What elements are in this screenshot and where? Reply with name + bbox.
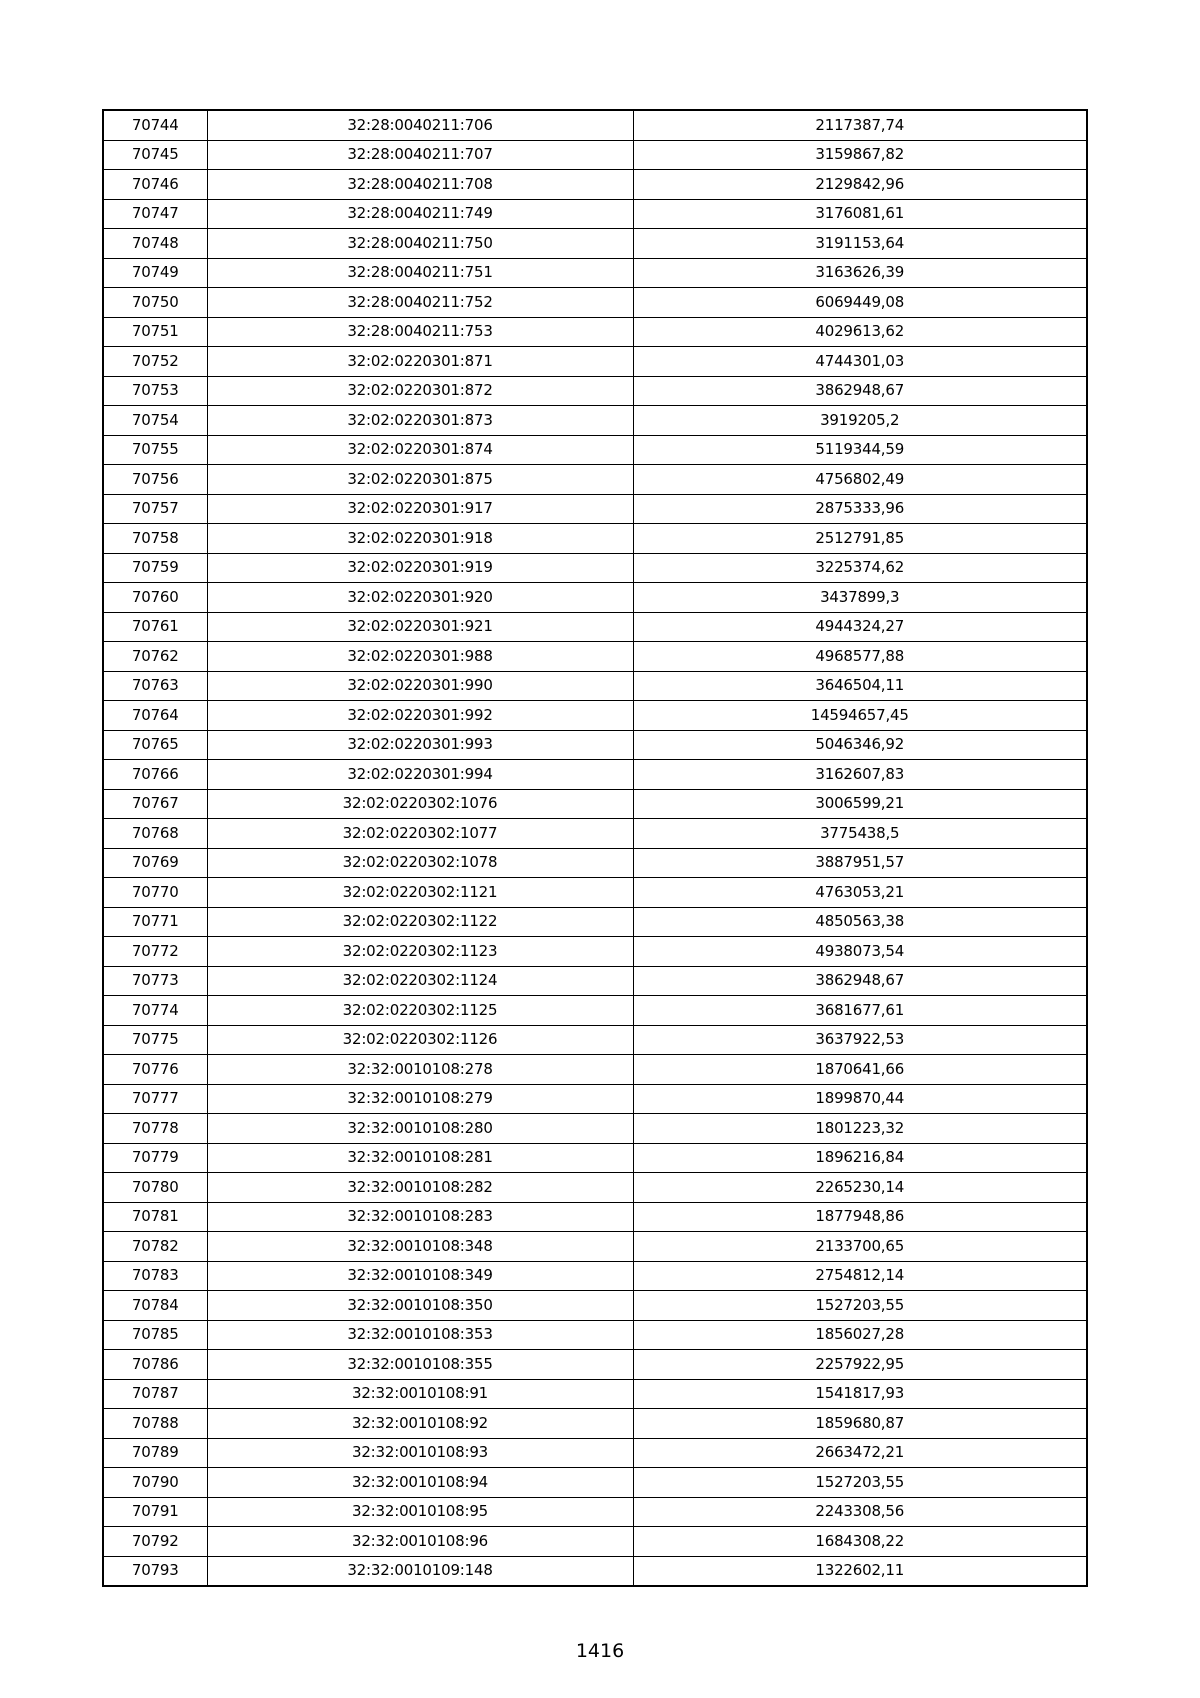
cadastral-value-cell: 1859680,87 <box>633 1409 1087 1439</box>
table-row <box>103 878 1087 908</box>
row-number-cell: 70781 <box>103 1202 207 1232</box>
row-number-cell: 70772 <box>103 937 207 967</box>
row-number-cell: 70768 <box>103 819 207 849</box>
cadastral-number-cell: 32:02:0220301:873 <box>207 406 633 436</box>
table-row <box>103 996 1087 1026</box>
cadastral-value-cell: 2133700,65 <box>633 1232 1087 1262</box>
cadastral-value-cell: 6069449,08 <box>633 288 1087 318</box>
cadastral-number-cell: 32:02:0220302:1078 <box>207 848 633 878</box>
cadastral-value-cell: 2243308,56 <box>633 1497 1087 1527</box>
row-number-cell: 70783 <box>103 1261 207 1291</box>
cadastral-value-cell: 3919205,2 <box>633 406 1087 436</box>
row-number-cell: 70792 <box>103 1527 207 1557</box>
row-number-cell: 70780 <box>103 1173 207 1203</box>
cadastral-value-cell: 4744301,03 <box>633 347 1087 377</box>
table-row <box>103 229 1087 259</box>
cadastral-number-cell: 32:02:0220301:994 <box>207 760 633 790</box>
cadastral-value-cell: 4763053,21 <box>633 878 1087 908</box>
cadastral-number-cell: 32:28:0040211:751 <box>207 258 633 288</box>
cadastral-value-cell: 1684308,22 <box>633 1527 1087 1557</box>
row-number-cell: 70777 <box>103 1084 207 1114</box>
cadastral-number-cell: 32:28:0040211:708 <box>207 170 633 200</box>
cadastral-number-cell: 32:02:0220301:919 <box>207 553 633 583</box>
cadastral-value-cell: 2754812,14 <box>633 1261 1087 1291</box>
table-row <box>103 1114 1087 1144</box>
table-row <box>103 1025 1087 1055</box>
cadastral-number-cell: 32:02:0220301:874 <box>207 435 633 465</box>
cadastral-value-cell: 1856027,28 <box>633 1320 1087 1350</box>
cadastral-number-cell: 32:02:0220301:872 <box>207 376 633 406</box>
cadastral-number-cell: 32:32:0010108:350 <box>207 1291 633 1321</box>
row-number-cell: 70765 <box>103 730 207 760</box>
cadastral-value-cell: 3176081,61 <box>633 199 1087 229</box>
row-number-cell: 70747 <box>103 199 207 229</box>
cadastral-number-cell: 32:02:0220301:871 <box>207 347 633 377</box>
table-row <box>103 1320 1087 1350</box>
table-row <box>103 848 1087 878</box>
table-row <box>103 465 1087 495</box>
cadastral-number-cell: 32:32:0010108:95 <box>207 1497 633 1527</box>
cadastral-value-cell: 2512791,85 <box>633 524 1087 554</box>
row-number-cell: 70784 <box>103 1291 207 1321</box>
cadastral-number-cell: 32:02:0220302:1122 <box>207 907 633 937</box>
table-row <box>103 317 1087 347</box>
cadastral-number-cell: 32:32:0010108:91 <box>207 1379 633 1409</box>
cadastral-number-cell: 32:28:0040211:707 <box>207 140 633 170</box>
cadastral-value-cell: 1870641,66 <box>633 1055 1087 1085</box>
cadastral-value-cell: 3681677,61 <box>633 996 1087 1026</box>
cadastral-number-cell: 32:32:0010108:280 <box>207 1114 633 1144</box>
row-number-cell: 70762 <box>103 642 207 672</box>
table-row <box>103 1409 1087 1439</box>
cadastral-value-cell: 1541817,93 <box>633 1379 1087 1409</box>
table-row <box>103 524 1087 554</box>
table-row <box>103 937 1087 967</box>
table-row <box>103 671 1087 701</box>
cadastral-value-cell: 3887951,57 <box>633 848 1087 878</box>
cadastral-value-cell: 1899870,44 <box>633 1084 1087 1114</box>
row-number-cell: 70779 <box>103 1143 207 1173</box>
table-row <box>103 819 1087 849</box>
row-number-cell: 70767 <box>103 789 207 819</box>
row-number-cell: 70764 <box>103 701 207 731</box>
row-number-cell: 70774 <box>103 996 207 1026</box>
cadastral-value-cell: 1527203,55 <box>633 1291 1087 1321</box>
row-number-cell: 70750 <box>103 288 207 318</box>
row-number-cell: 70757 <box>103 494 207 524</box>
cadastral-value-cell: 3862948,67 <box>633 376 1087 406</box>
row-number-cell: 70785 <box>103 1320 207 1350</box>
row-number-cell: 70745 <box>103 140 207 170</box>
table-row <box>103 1143 1087 1173</box>
cadastral-number-cell: 32:32:0010108:348 <box>207 1232 633 1262</box>
row-number-cell: 70787 <box>103 1379 207 1409</box>
cadastral-value-cell: 2257922,95 <box>633 1350 1087 1380</box>
cadastral-number-cell: 32:32:0010108:283 <box>207 1202 633 1232</box>
cadastral-value-cell: 3637922,53 <box>633 1025 1087 1055</box>
table-row <box>103 1173 1087 1203</box>
cadastral-value-cell: 4938073,54 <box>633 937 1087 967</box>
row-number-cell: 70758 <box>103 524 207 554</box>
cadastral-number-cell: 32:32:0010108:353 <box>207 1320 633 1350</box>
row-number-cell: 70744 <box>103 110 207 140</box>
cadastral-value-cell: 2875333,96 <box>633 494 1087 524</box>
cadastral-value-cell: 3159867,82 <box>633 140 1087 170</box>
table-row <box>103 553 1087 583</box>
cadastral-number-cell: 32:02:0220301:875 <box>207 465 633 495</box>
cadastral-value-cell: 3437899,3 <box>633 583 1087 613</box>
cadastral-value-cell: 3862948,67 <box>633 966 1087 996</box>
table-row <box>103 1232 1087 1262</box>
cadastral-number-cell: 32:02:0220301:921 <box>207 612 633 642</box>
table-row <box>103 199 1087 229</box>
row-number-cell: 70788 <box>103 1409 207 1439</box>
cadastral-number-cell: 32:28:0040211:752 <box>207 288 633 318</box>
cadastral-value-cell: 3646504,11 <box>633 671 1087 701</box>
cadastral-number-cell: 32:28:0040211:750 <box>207 229 633 259</box>
page-number: 1416 <box>575 1640 625 1662</box>
cadastral-number-cell: 32:02:0220302:1126 <box>207 1025 633 1055</box>
row-number-cell: 70763 <box>103 671 207 701</box>
cadastral-number-cell: 32:02:0220302:1077 <box>207 819 633 849</box>
cadastral-value-cell: 4968577,88 <box>633 642 1087 672</box>
cadastral-number-cell: 32:02:0220301:988 <box>207 642 633 672</box>
row-number-cell: 70756 <box>103 465 207 495</box>
row-number-cell: 70773 <box>103 966 207 996</box>
table-row <box>103 1438 1087 1468</box>
cadastral-value-cell: 1896216,84 <box>633 1143 1087 1173</box>
cadastral-number-cell: 32:32:0010108:96 <box>207 1527 633 1557</box>
table-body <box>103 110 1087 1586</box>
table-row <box>103 1468 1087 1498</box>
cadastral-number-cell: 32:02:0220301:993 <box>207 730 633 760</box>
row-number-cell: 70775 <box>103 1025 207 1055</box>
row-number-cell: 70749 <box>103 258 207 288</box>
table-row <box>103 1527 1087 1557</box>
table-row <box>103 730 1087 760</box>
row-number-cell: 70778 <box>103 1114 207 1144</box>
table-row <box>103 1084 1087 1114</box>
table-row <box>103 140 1087 170</box>
cadastral-number-cell: 32:32:0010108:278 <box>207 1055 633 1085</box>
row-number-cell: 70789 <box>103 1438 207 1468</box>
row-number-cell: 70754 <box>103 406 207 436</box>
row-number-cell: 70769 <box>103 848 207 878</box>
table-row <box>103 347 1087 377</box>
cadastral-number-cell: 32:32:0010108:355 <box>207 1350 633 1380</box>
cadastral-value-table <box>102 109 1088 1587</box>
row-number-cell: 70776 <box>103 1055 207 1085</box>
row-number-cell: 70766 <box>103 760 207 790</box>
table-row <box>103 907 1087 937</box>
cadastral-value-cell: 3163626,39 <box>633 258 1087 288</box>
cadastral-value-cell: 3006599,21 <box>633 789 1087 819</box>
table-row <box>103 1497 1087 1527</box>
cadastral-number-cell: 32:32:0010108:93 <box>207 1438 633 1468</box>
cadastral-number-cell: 32:32:0010108:281 <box>207 1143 633 1173</box>
table-row <box>103 642 1087 672</box>
cadastral-value-cell: 4944324,27 <box>633 612 1087 642</box>
table-row <box>103 1379 1087 1409</box>
row-number-cell: 70759 <box>103 553 207 583</box>
cadastral-value-cell: 1322602,11 <box>633 1556 1087 1586</box>
row-number-cell: 70761 <box>103 612 207 642</box>
row-number-cell: 70760 <box>103 583 207 613</box>
cadastral-value-cell: 2265230,14 <box>633 1173 1087 1203</box>
cadastral-value-cell: 14594657,45 <box>633 701 1087 731</box>
cadastral-number-cell: 32:28:0040211:706 <box>207 110 633 140</box>
table-row <box>103 170 1087 200</box>
row-number-cell: 70746 <box>103 170 207 200</box>
table-row <box>103 406 1087 436</box>
cadastral-value-cell: 1527203,55 <box>633 1468 1087 1498</box>
cadastral-number-cell: 32:02:0220301:920 <box>207 583 633 613</box>
table-row <box>103 789 1087 819</box>
row-number-cell: 70771 <box>103 907 207 937</box>
row-number-cell: 70752 <box>103 347 207 377</box>
cadastral-number-cell: 32:32:0010108:349 <box>207 1261 633 1291</box>
row-number-cell: 70753 <box>103 376 207 406</box>
cadastral-number-cell: 32:02:0220301:917 <box>207 494 633 524</box>
table-row <box>103 1055 1087 1085</box>
row-number-cell: 70782 <box>103 1232 207 1262</box>
cadastral-value-cell: 3775438,5 <box>633 819 1087 849</box>
cadastral-value-cell: 1877948,86 <box>633 1202 1087 1232</box>
cadastral-number-cell: 32:28:0040211:753 <box>207 317 633 347</box>
cadastral-value-cell: 3191153,64 <box>633 229 1087 259</box>
table-row <box>103 494 1087 524</box>
cadastral-number-cell: 32:32:0010108:92 <box>207 1409 633 1439</box>
cadastral-value-cell: 4756802,49 <box>633 465 1087 495</box>
cadastral-number-cell: 32:02:0220302:1124 <box>207 966 633 996</box>
table-row <box>103 966 1087 996</box>
cadastral-number-cell: 32:32:0010109:148 <box>207 1556 633 1586</box>
cadastral-value-cell: 2129842,96 <box>633 170 1087 200</box>
table-row <box>103 1556 1087 1586</box>
cadastral-value-cell: 3162607,83 <box>633 760 1087 790</box>
table-row <box>103 1202 1087 1232</box>
cadastral-number-cell: 32:02:0220301:990 <box>207 671 633 701</box>
row-number-cell: 70755 <box>103 435 207 465</box>
row-number-cell: 70748 <box>103 229 207 259</box>
cadastral-number-cell: 32:02:0220301:918 <box>207 524 633 554</box>
cadastral-number-cell: 32:02:0220302:1121 <box>207 878 633 908</box>
table-row <box>103 612 1087 642</box>
table-row <box>103 760 1087 790</box>
cadastral-number-cell: 32:02:0220301:992 <box>207 701 633 731</box>
table-row <box>103 701 1087 731</box>
table-row <box>103 1261 1087 1291</box>
cadastral-number-cell: 32:02:0220302:1123 <box>207 937 633 967</box>
cadastral-value-cell: 4029613,62 <box>633 317 1087 347</box>
cadastral-number-cell: 32:02:0220302:1076 <box>207 789 633 819</box>
cadastral-value-cell: 4850563,38 <box>633 907 1087 937</box>
row-number-cell: 70791 <box>103 1497 207 1527</box>
cadastral-number-cell: 32:32:0010108:94 <box>207 1468 633 1498</box>
row-number-cell: 70786 <box>103 1350 207 1380</box>
table-row <box>103 258 1087 288</box>
cadastral-number-cell: 32:02:0220302:1125 <box>207 996 633 1026</box>
row-number-cell: 70770 <box>103 878 207 908</box>
row-number-cell: 70751 <box>103 317 207 347</box>
cadastral-number-cell: 32:28:0040211:749 <box>207 199 633 229</box>
table-row <box>103 583 1087 613</box>
cadastral-value-cell: 2117387,74 <box>633 110 1087 140</box>
cadastral-value-cell: 5119344,59 <box>633 435 1087 465</box>
table-row <box>103 1350 1087 1380</box>
cadastral-value-cell: 5046346,92 <box>633 730 1087 760</box>
cadastral-value-cell: 1801223,32 <box>633 1114 1087 1144</box>
table-row <box>103 288 1087 318</box>
row-number-cell: 70793 <box>103 1556 207 1586</box>
row-number-cell: 70790 <box>103 1468 207 1498</box>
cadastral-value-cell: 2663472,21 <box>633 1438 1087 1468</box>
cadastral-number-cell: 32:32:0010108:282 <box>207 1173 633 1203</box>
table-row <box>103 376 1087 406</box>
cadastral-number-cell: 32:32:0010108:279 <box>207 1084 633 1114</box>
table-row <box>103 435 1087 465</box>
table-row <box>103 1291 1087 1321</box>
table-row <box>103 110 1087 140</box>
cadastral-value-cell: 3225374,62 <box>633 553 1087 583</box>
